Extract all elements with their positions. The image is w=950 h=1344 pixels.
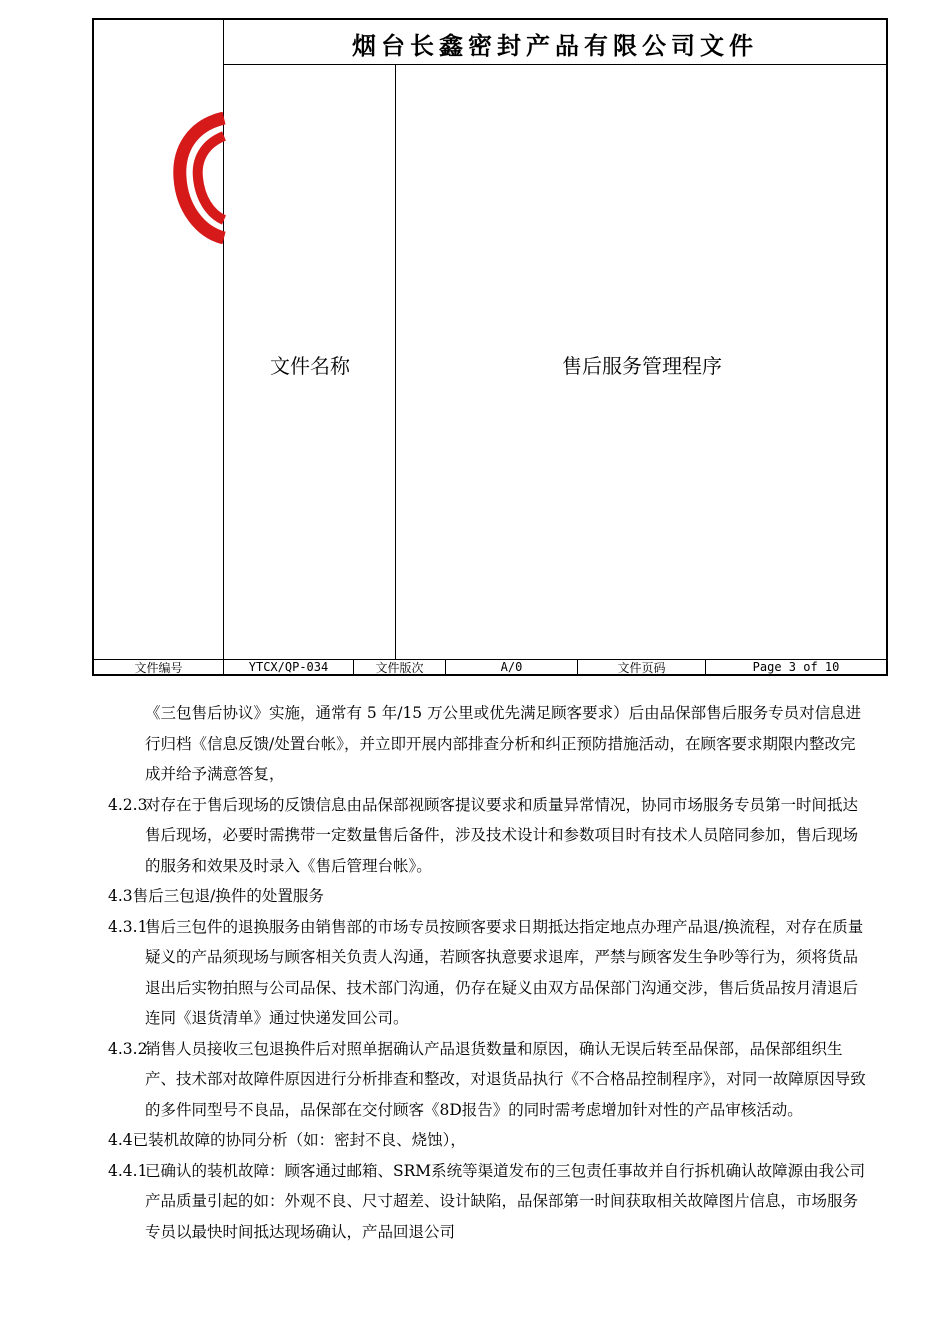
doc-no-value: YTCX/QP-034: [224, 659, 354, 675]
doc-name-label: 文件名称: [270, 353, 350, 378]
company-logo: [150, 112, 228, 244]
title-row-divider: [224, 64, 886, 65]
document-body: [100, 698, 870, 1247]
page-value: Page 3 of 10: [752, 660, 840, 674]
version-label: 文件版次: [354, 659, 446, 675]
clause-number: 4.2.3: [108, 795, 148, 814]
clause-text: 已确认的装机故障：顾客通过邮箱、SRM系统等渠道发布的三包责任事故并自行拆机确认故障源由我公司产品质量引起的如：外观不良、尺寸超差、设计缺陷，品保部第一时间获取相关故障图片信息，市场服务专员以最快时间抵达现场确认，产品回退公司: [145, 1161, 866, 1241]
clause-4-3-1: [100, 912, 870, 1034]
clause-4-4-1: [100, 1156, 870, 1248]
paragraph-continued: 《三包售后协议》实施，通常有 5 年/15 万公里或优先满足顾客要求）后由品保部售后服务专员对信息进行归档《信息反馈/处置台帐》，并立即开展内部排查分析和纠正预防措施活动，在顾客要求期限内整改完成并给予满意答复，: [145, 704, 862, 783]
clause-text: 销售人员接收三包退换件后对照单据确认产品退货数量和原因，确认无误后转至品保部，品保部组织生产、技术部对故障件原因进行分析排查和整改，对退货品执行《不合格品控制程序》，对同一故障原因导致的多件同型号不良品，品保部在交付顾客《8D报告》的同时需考虑增加针对性的产品审核活动。: [145, 1039, 866, 1119]
clause-4-2-3: [100, 790, 870, 882]
clause-number: 4.3.2: [108, 1039, 148, 1058]
section-heading-4-3: 4.3售后三包退/换件的处置服务: [108, 887, 324, 905]
clause-number: 4.3.1: [108, 917, 148, 936]
section-heading-4-4: 4.4已装机故障的协同分析（如：密封不良、烧蚀），: [108, 1131, 466, 1149]
version-value: A/0: [446, 659, 578, 675]
footer-info-row: [94, 659, 886, 675]
company-title: 烟台长鑫密封产品有限公司文件: [352, 31, 758, 60]
page-label: 文件页码: [578, 659, 706, 675]
clause-text: 售后三包件的退换服务由销售部的市场专员按顾客要求日期抵达指定地点办理产品退/换流程，对存在质量疑义的产品须现场与顾客相关负责人沟通，若顾客执意要求退库，严禁与顾客发生争吵等行为，须将货品退出后实物拍照与公司品保、技术部门沟通，仍存在疑义由双方品保部门沟通交涉，售后货品按月清退后连同《退货清单》通过快递发回公司。: [145, 917, 864, 1027]
clause-number: 4.4.1: [108, 1161, 148, 1180]
clause-4-3-2: [100, 1034, 870, 1126]
doc-name-value: 售后服务管理程序: [562, 353, 722, 378]
doc-no-label: 文件编号: [94, 659, 224, 675]
clause-text: 对存在于售后现场的反馈信息由品保部视顾客提议要求和质量异常情况，协同市场服务专员第一时间抵达售后现场，必要时需携带一定数量售后备件，涉及技术设计和参数项目时有技术人员陪同参加，售后现场的服务和效果及时录入《售后管理台帐》。: [145, 795, 859, 875]
